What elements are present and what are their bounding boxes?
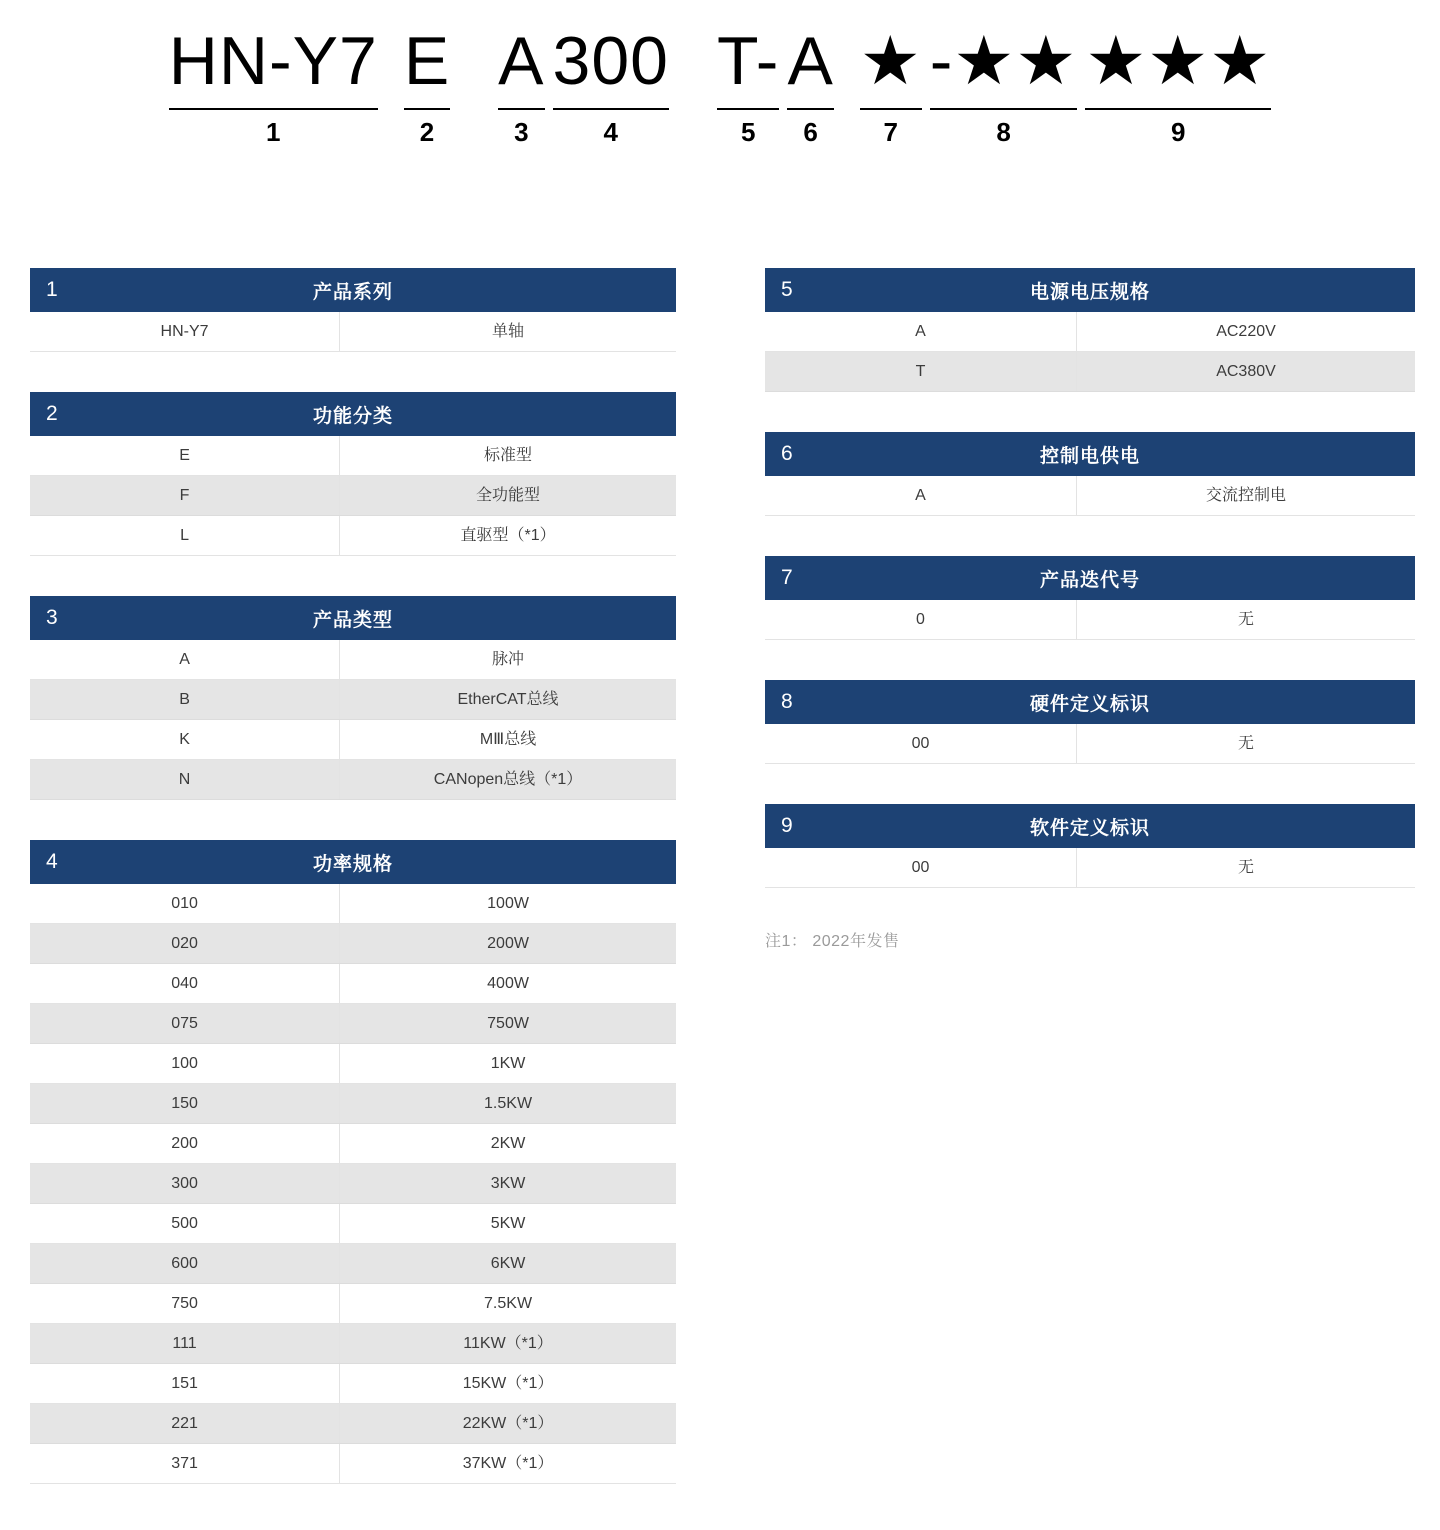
cell-desc: 1.5KW — [484, 1095, 533, 1112]
table-title: 功率规格 — [312, 853, 393, 875]
table-row — [30, 924, 676, 964]
table-title: 电源电压规格 — [1029, 281, 1150, 303]
cell-code: L — [30, 516, 340, 555]
table-software-identifier — [765, 804, 1415, 888]
table-index: 6 — [781, 442, 793, 465]
cell-code: 075 — [30, 1004, 340, 1043]
table-index: 4 — [46, 850, 58, 873]
code-text-6: A — [787, 23, 834, 99]
table-row — [30, 1204, 676, 1244]
left-column — [30, 268, 676, 1524]
cell-code: 200 — [30, 1124, 340, 1163]
code-text-8: -★★ — [929, 23, 1078, 99]
table-hardware-identifier — [765, 680, 1415, 764]
table-title: 软件定义标识 — [1029, 817, 1150, 839]
code-segment-6 — [787, 18, 833, 147]
table-row — [30, 720, 676, 760]
table-title: 产品系列 — [312, 281, 393, 303]
code-segment-5 — [717, 18, 779, 147]
cell-code: N — [30, 760, 340, 799]
cell-code: T — [765, 352, 1077, 391]
cell-desc: 400W — [487, 975, 529, 992]
cell-code: 500 — [30, 1204, 340, 1243]
table-header — [30, 268, 676, 312]
code-segment-9 — [1085, 18, 1271, 147]
right-column — [765, 268, 1415, 951]
cell-code: 00 — [765, 724, 1077, 763]
code-number-8: 8 — [996, 117, 1011, 147]
cell-desc: 6KW — [490, 1255, 526, 1272]
table-row — [30, 1004, 676, 1044]
code-segment-7 — [860, 18, 922, 147]
code-number-3: 3 — [514, 117, 529, 147]
table-row — [30, 312, 676, 352]
model-code-header — [0, 18, 1440, 147]
cell-desc: 2KW — [490, 1135, 526, 1152]
cell-code: 020 — [30, 924, 340, 963]
cell-desc: AC220V — [1216, 323, 1276, 340]
cell-desc: 5KW — [490, 1215, 526, 1232]
cell-desc: 无 — [1237, 859, 1254, 876]
table-header — [765, 804, 1415, 848]
table-header — [765, 680, 1415, 724]
table-header — [30, 840, 676, 884]
table-row — [30, 1044, 676, 1084]
code-text-9: ★★★ — [1085, 23, 1272, 99]
cell-code: A — [765, 312, 1077, 351]
cell-code: B — [30, 680, 340, 719]
table-header — [765, 432, 1415, 476]
cell-code: HN-Y7 — [30, 312, 340, 351]
cell-code: 00 — [765, 848, 1077, 887]
table-product-iteration — [765, 556, 1415, 640]
code-segment-4 — [553, 18, 669, 147]
cell-code: K — [30, 720, 340, 759]
code-underline-8 — [930, 108, 1078, 110]
cell-code: 0 — [765, 600, 1077, 639]
cell-desc: 无 — [1237, 611, 1254, 628]
cell-desc: 200W — [487, 935, 529, 952]
table-index: 2 — [46, 402, 58, 425]
table-function-class — [30, 392, 676, 556]
code-number-6: 6 — [803, 117, 818, 147]
code-underline-9 — [1085, 108, 1271, 110]
code-text-5: T- — [717, 23, 780, 99]
code-underline-1 — [169, 108, 378, 110]
cell-code: A — [30, 640, 340, 679]
cell-desc: MⅢ总线 — [479, 731, 537, 748]
table-row — [765, 352, 1415, 392]
cell-desc: CANopen总线（*1） — [433, 771, 583, 788]
table-row — [30, 436, 676, 476]
table-title: 控制电供电 — [1039, 445, 1140, 467]
table-row — [30, 680, 676, 720]
cell-desc: 脉冲 — [492, 651, 525, 668]
table-row — [30, 640, 676, 680]
cell-code: 600 — [30, 1244, 340, 1283]
table-row — [30, 1444, 676, 1484]
cell-code: 111 — [30, 1324, 340, 1363]
cell-desc: 3KW — [490, 1175, 526, 1192]
cell-code: 010 — [30, 884, 340, 923]
table-row — [30, 476, 676, 516]
table-row — [765, 848, 1415, 888]
table-row — [30, 1404, 676, 1444]
cell-desc: 11KW（*1） — [463, 1335, 553, 1352]
table-product-series — [30, 268, 676, 352]
cell-code: A — [765, 476, 1077, 515]
code-segment-8 — [930, 18, 1078, 147]
table-index: 7 — [781, 566, 793, 589]
table-index: 8 — [781, 690, 793, 713]
cell-code: E — [30, 436, 340, 475]
table-title: 功能分类 — [312, 405, 393, 427]
table-index: 3 — [46, 606, 58, 629]
table-title: 产品类型 — [312, 609, 393, 631]
table-index: 9 — [781, 814, 793, 837]
table-header — [30, 596, 676, 640]
code-underline-7 — [860, 108, 922, 110]
code-text-3: A — [498, 23, 545, 99]
table-product-type — [30, 596, 676, 800]
cell-code: 221 — [30, 1404, 340, 1443]
table-row — [30, 884, 676, 924]
cell-desc: 100W — [487, 895, 529, 912]
code-number-7: 7 — [883, 117, 899, 147]
code-text-4: 300 — [552, 23, 669, 99]
cell-code: 300 — [30, 1164, 340, 1203]
table-row — [30, 1364, 676, 1404]
table-control-power — [765, 432, 1415, 516]
code-segment-1 — [169, 18, 378, 147]
cell-desc: 单轴 — [492, 323, 525, 340]
cell-desc: 交流控制电 — [1205, 487, 1286, 504]
table-row — [765, 476, 1415, 516]
table-power-rating — [30, 840, 676, 1484]
table-row — [30, 516, 676, 556]
table-row — [30, 1164, 676, 1204]
cell-desc: 1KW — [490, 1055, 526, 1072]
cell-desc: EtherCAT总线 — [457, 691, 559, 708]
table-row — [30, 1084, 676, 1124]
table-row — [765, 312, 1415, 352]
table-title: 产品迭代号 — [1039, 569, 1140, 591]
cell-desc: 750W — [487, 1015, 529, 1032]
table-row — [30, 1244, 676, 1284]
cell-desc: 15KW（*1） — [462, 1375, 554, 1392]
table-index: 1 — [46, 278, 58, 301]
code-number-5: 5 — [740, 117, 756, 147]
table-header — [765, 268, 1415, 312]
code-number-9: 9 — [1171, 117, 1186, 147]
table-row — [30, 1284, 676, 1324]
cell-code: 750 — [30, 1284, 340, 1323]
cell-code: 150 — [30, 1084, 340, 1123]
footnote: 注1： 2022年发售 — [765, 933, 900, 950]
table-row — [30, 964, 676, 1004]
cell-desc: 标准型 — [484, 447, 533, 464]
code-number-1: 1 — [266, 117, 281, 147]
cell-code: 151 — [30, 1364, 340, 1403]
code-segment-2 — [404, 18, 450, 147]
code-text-7: ★ — [859, 23, 922, 99]
cell-code: F — [30, 476, 340, 515]
cell-code: 100 — [30, 1044, 340, 1083]
table-index: 5 — [781, 278, 793, 301]
cell-desc: 37KW（*1） — [462, 1455, 554, 1472]
cell-desc: 全功能型 — [476, 487, 541, 504]
table-header — [765, 556, 1415, 600]
cell-code: 040 — [30, 964, 340, 1003]
table-title: 硬件定义标识 — [1029, 693, 1150, 715]
model-code-row — [169, 18, 1271, 147]
code-underline-2 — [404, 108, 450, 110]
cell-desc: 22KW（*1） — [462, 1415, 554, 1432]
cell-code: 371 — [30, 1444, 340, 1483]
code-number-4: 4 — [603, 117, 618, 147]
cell-desc: AC380V — [1216, 363, 1276, 380]
code-segment-3 — [498, 18, 544, 147]
table-row — [30, 1324, 676, 1364]
code-number-2: 2 — [419, 117, 435, 147]
table-row — [30, 1124, 676, 1164]
code-text-2: E — [403, 23, 451, 99]
cell-desc: 无 — [1237, 735, 1254, 752]
code-underline-4 — [553, 108, 669, 110]
table-power-supply-voltage — [765, 268, 1415, 392]
table-row — [765, 600, 1415, 640]
code-underline-6 — [787, 108, 833, 110]
cell-desc: 直驱型（*1） — [460, 527, 556, 544]
table-header — [30, 392, 676, 436]
code-text-1: HN-Y7 — [168, 23, 378, 99]
table-row — [765, 724, 1415, 764]
cell-desc: 7.5KW — [484, 1295, 533, 1312]
code-underline-3 — [498, 108, 544, 110]
code-underline-5 — [717, 108, 779, 110]
table-row — [30, 760, 676, 800]
